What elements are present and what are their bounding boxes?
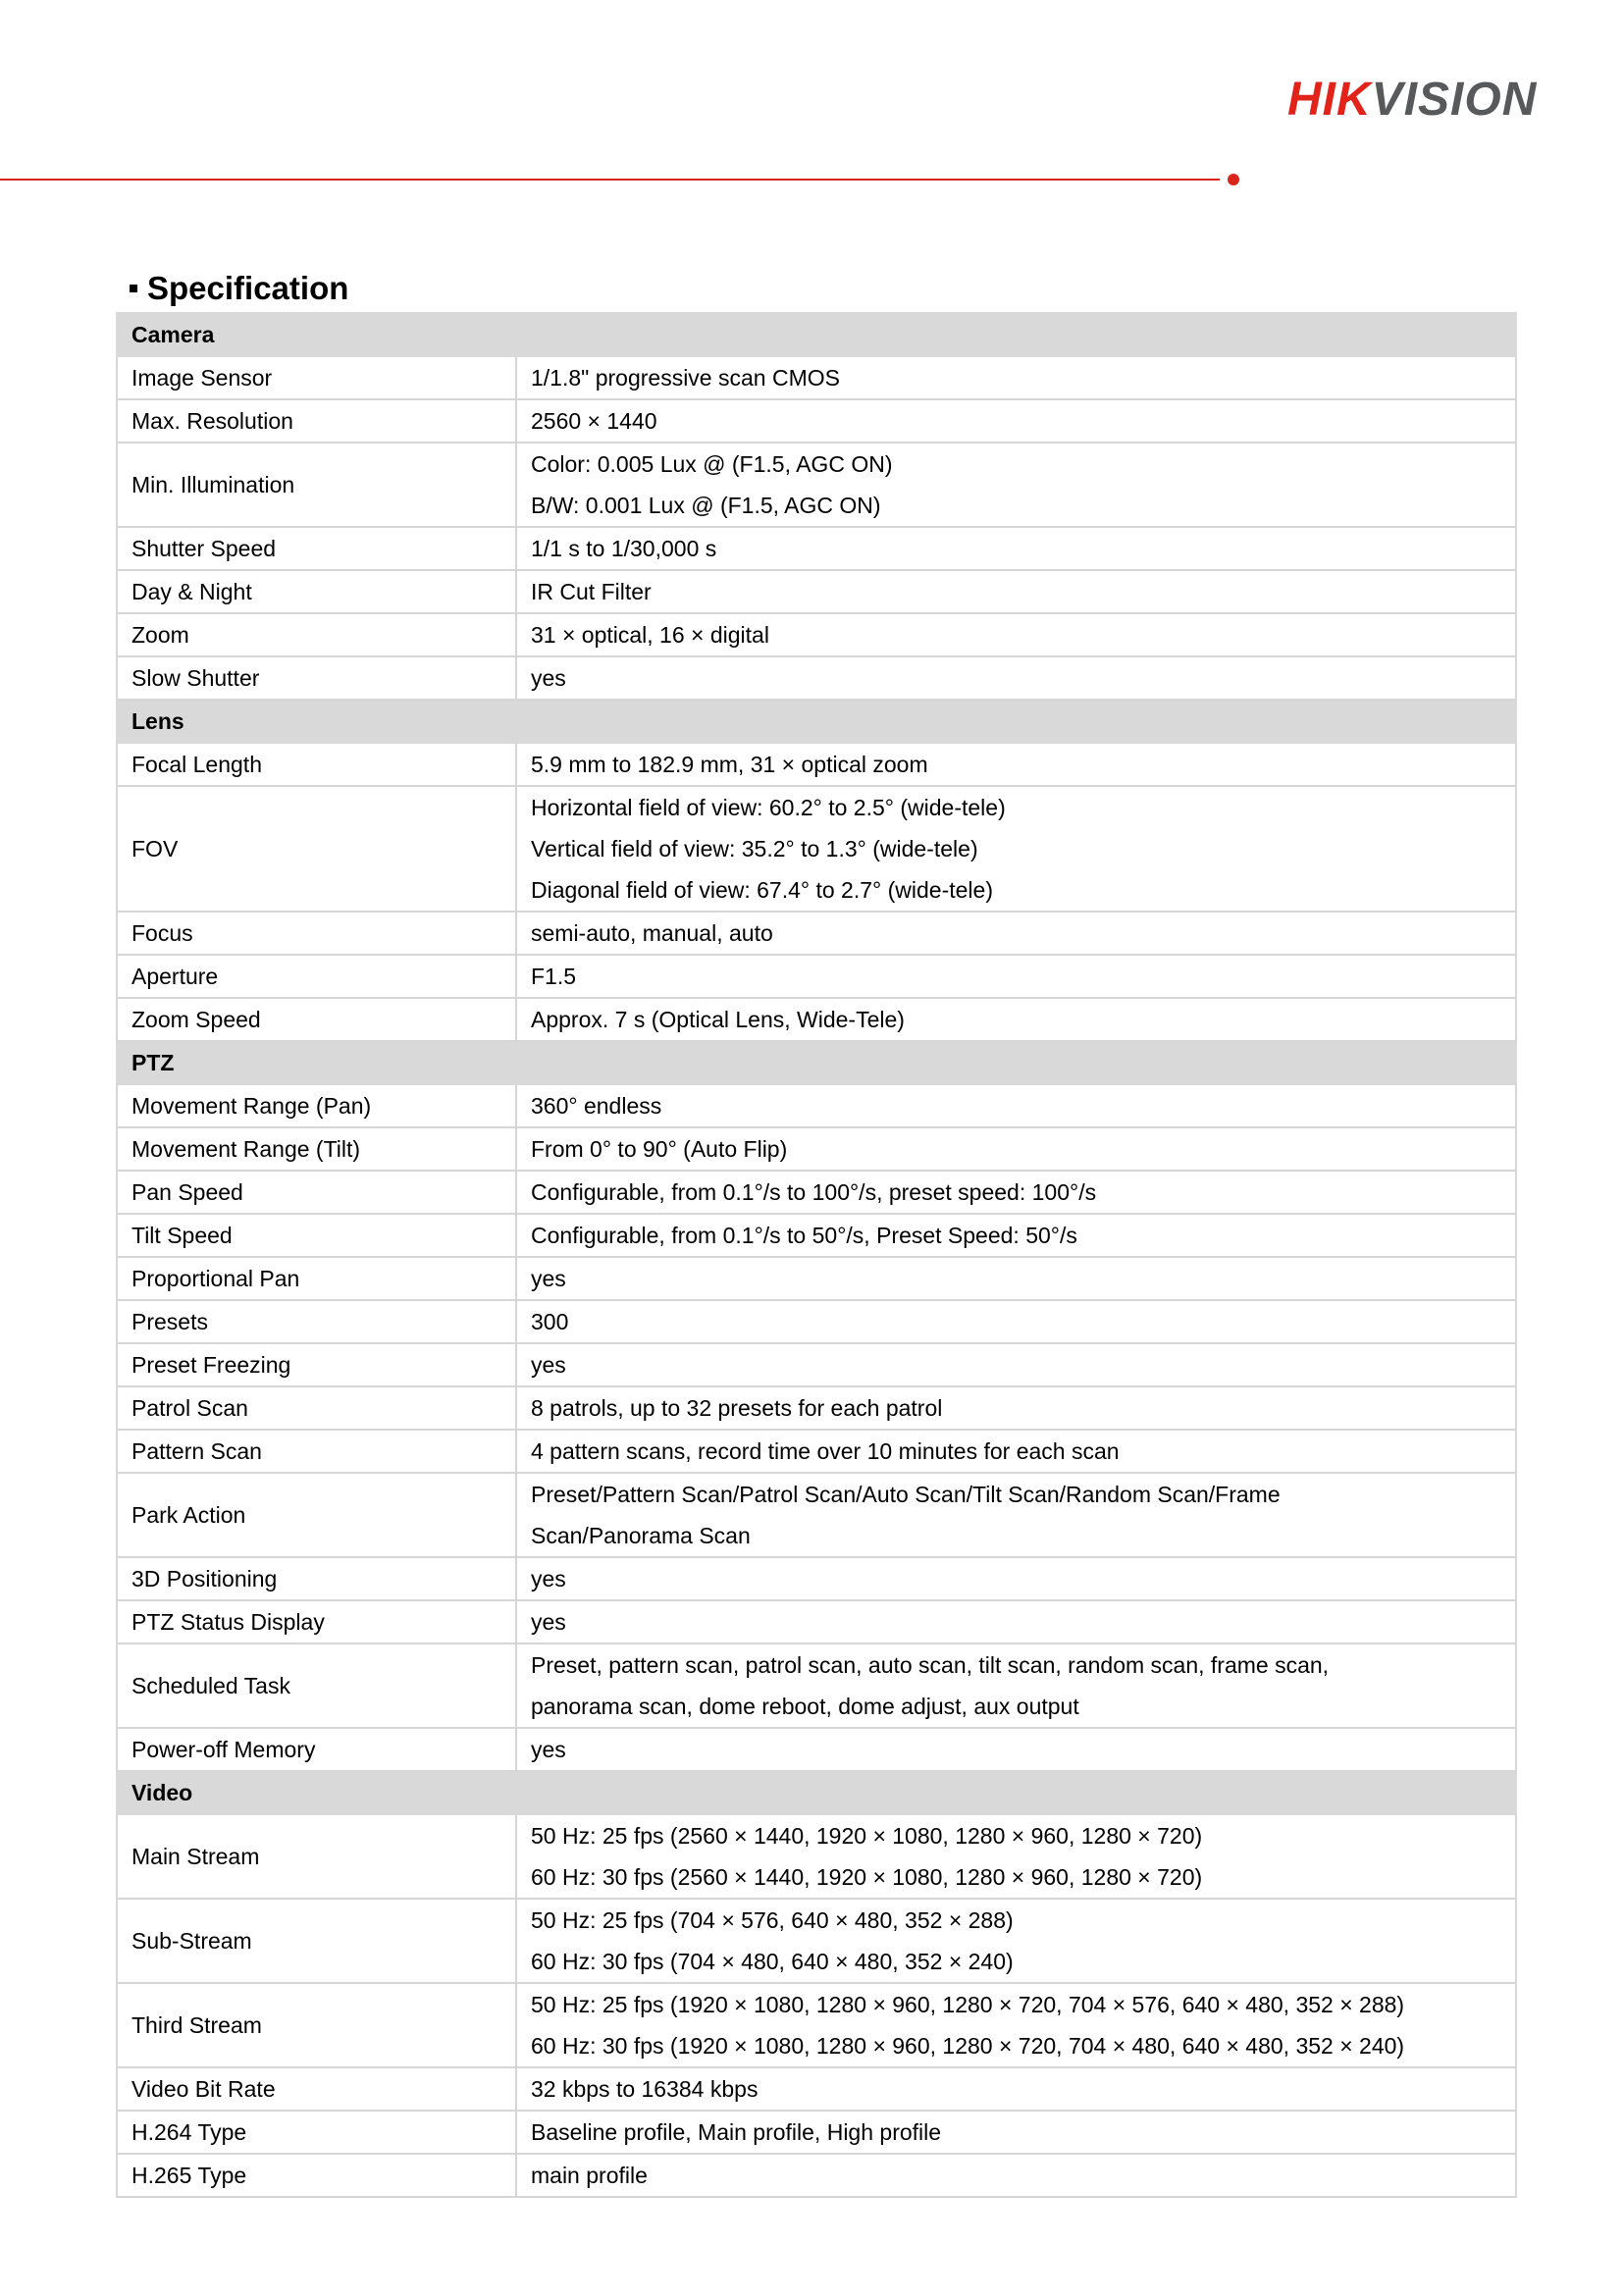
spec-row [117,1644,1516,1728]
spec-value-line: yes [531,1352,566,1378]
brand-logo [1287,74,1538,126]
spec-row [117,1814,1516,1899]
section-header-row [117,1771,1516,1814]
spec-value-line: yes [531,1609,566,1635]
spec-value-line: Preset/Pattern Scan/Patrol Scan/Auto Scan/Tilt Scan/Random Scan/Frame [531,1482,1281,1507]
spec-value-line: yes [531,1737,566,1762]
spec-row [117,2067,1516,2111]
spec-row [117,2154,1516,2197]
spec-value [516,2154,1516,2197]
spec-value-line: B/W: 0.001 Lux @ (F1.5, AGC ON) [531,493,881,518]
spec-label: Third Stream [117,1983,516,2067]
logo-vision-text: VISION [1371,74,1538,126]
spec-value-line: Diagonal field of view: 67.4° to 2.7° (wide-tele) [531,877,993,903]
spec-row [117,1171,1516,1214]
spec-value [516,1644,1516,1728]
spec-value [516,955,1516,998]
spec-value-line: 1/1 s to 1/30,000 s [531,536,717,561]
section-header-row [117,313,1516,356]
spec-value-line: 60 Hz: 30 fps (1920 × 1080, 1280 × 960, 1280 × 720, 704 × 480, 640 × 480, 352 × 240) [531,2033,1405,2059]
specification-table-body [117,313,1516,2197]
spec-label: Focus [117,912,516,955]
spec-label: Sub-Stream [117,1899,516,1983]
spec-label: Shutter Speed [117,527,516,570]
spec-value [516,1557,1516,1600]
spec-label: Preset Freezing [117,1343,516,1386]
section-title: Lens [117,700,1516,743]
spec-value-line: 50 Hz: 25 fps (1920 × 1080, 1280 × 960, 1280 × 720, 704 × 576, 640 × 480, 352 × 288) [531,1992,1405,2017]
spec-value [516,1983,1516,2067]
spec-row [117,1343,1516,1386]
spec-row [117,1728,1516,1771]
spec-value [516,399,1516,443]
spec-value [516,786,1516,912]
specification-table [116,312,1517,2198]
spec-row [117,1386,1516,1430]
spec-value [516,1600,1516,1644]
spec-value-line: Color: 0.005 Lux @ (F1.5, AGC ON) [531,451,893,477]
spec-value-line: 8 patrols, up to 32 presets for each patrol [531,1395,943,1421]
spec-value [516,1214,1516,1257]
spec-value [516,527,1516,570]
spec-value [516,1473,1516,1557]
spec-value-line: Baseline profile, Main profile, High profile [531,2119,942,2145]
spec-value-line: F1.5 [531,964,577,989]
spec-value-line: 300 [531,1309,569,1334]
section-header-row [117,1041,1516,1084]
spec-label: Zoom [117,613,516,656]
spec-row [117,786,1516,912]
spec-label: Pattern Scan [117,1430,516,1473]
spec-row [117,1430,1516,1473]
spec-row [117,1300,1516,1343]
spec-value-line: panorama scan, dome reboot, dome adjust, aux output [531,1694,1079,1719]
spec-label: Aperture [117,955,516,998]
spec-label: Day & Night [117,570,516,613]
spec-value-line: From 0° to 90° (Auto Flip) [531,1136,788,1162]
spec-row [117,570,1516,613]
spec-label: H.264 Type [117,2111,516,2154]
spec-value-line: IR Cut Filter [531,579,652,604]
spec-value-line: 50 Hz: 25 fps (2560 × 1440, 1920 × 1080, 1280 × 960, 1280 × 720) [531,1823,1203,1849]
spec-row [117,656,1516,700]
spec-value [516,912,1516,955]
spec-value-line: Approx. 7 s (Optical Lens, Wide-Tele) [531,1007,905,1032]
spec-row [117,527,1516,570]
spec-row [117,743,1516,786]
spec-value-line: Configurable, from 0.1°/s to 50°/s, Preset Speed: 50°/s [531,1223,1077,1248]
spec-label: Focal Length [117,743,516,786]
square-bullet-icon [130,285,137,292]
spec-label: Movement Range (Tilt) [117,1127,516,1171]
spec-value [516,570,1516,613]
spec-label: 3D Positioning [117,1557,516,1600]
spec-label: Video Bit Rate [117,2067,516,2111]
spec-label: Image Sensor [117,356,516,399]
spec-value-line: 1/1.8" progressive scan CMOS [531,365,840,391]
spec-row [117,1899,1516,1983]
spec-value [516,1899,1516,1983]
section-title: Video [117,1771,1516,1814]
spec-value-line: Configurable, from 0.1°/s to 100°/s, preset speed: 100°/s [531,1179,1097,1205]
spec-row [117,1127,1516,1171]
spec-value-line: yes [531,665,566,691]
spec-row [117,356,1516,399]
spec-value [516,1127,1516,1171]
spec-label: Pan Speed [117,1171,516,1214]
spec-row [117,998,1516,1041]
spec-label: Movement Range (Pan) [117,1084,516,1127]
spec-label: Park Action [117,1473,516,1557]
spec-label: Tilt Speed [117,1214,516,1257]
spec-value-line: Scan/Panorama Scan [531,1523,751,1548]
spec-row [117,1084,1516,1127]
spec-label: Scheduled Task [117,1644,516,1728]
spec-label: Slow Shutter [117,656,516,700]
spec-row [117,2111,1516,2154]
spec-value [516,1084,1516,1127]
spec-value [516,1728,1516,1771]
spec-value [516,1386,1516,1430]
spec-value [516,356,1516,399]
spec-row [117,1257,1516,1300]
spec-label: H.265 Type [117,2154,516,2197]
spec-row [117,912,1516,955]
section-heading [130,267,348,310]
spec-value [516,1257,1516,1300]
spec-label: FOV [117,786,516,912]
spec-label: PTZ Status Display [117,1600,516,1644]
spec-label: Min. Illumination [117,443,516,527]
spec-row [117,955,1516,998]
spec-value-line: 60 Hz: 30 fps (704 × 480, 640 × 480, 352 × 240) [531,1949,1014,1974]
spec-label: Max. Resolution [117,399,516,443]
spec-value-line: Horizontal field of view: 60.2° to 2.5° (wide-tele) [531,795,1006,820]
spec-row [117,1473,1516,1557]
spec-value [516,1171,1516,1214]
spec-label: Zoom Speed [117,998,516,1041]
spec-value-line: main profile [531,2163,648,2188]
spec-value-line: 50 Hz: 25 fps (704 × 576, 640 × 480, 352 × 288) [531,1907,1014,1933]
spec-value [516,1430,1516,1473]
spec-value-line: 31 × optical, 16 × digital [531,622,769,648]
spec-value [516,998,1516,1041]
spec-row [117,613,1516,656]
spec-value [516,613,1516,656]
spec-label: Main Stream [117,1814,516,1899]
spec-value-line: 360° endless [531,1093,662,1119]
spec-row [117,1983,1516,2067]
spec-label: Presets [117,1300,516,1343]
section-header-row [117,700,1516,743]
spec-value-line: 32 kbps to 16384 kbps [531,2076,759,2102]
spec-value-line: semi-auto, manual, auto [531,920,773,946]
spec-value [516,743,1516,786]
header-rule-line [0,179,1220,181]
spec-value-line: 5.9 mm to 182.9 mm, 31 × optical zoom [531,752,928,777]
spec-value [516,1300,1516,1343]
spec-value [516,2067,1516,2111]
spec-row [117,399,1516,443]
spec-label: Power-off Memory [117,1728,516,1771]
spec-value-line: yes [531,1566,566,1592]
spec-value-line: 2560 × 1440 [531,408,657,434]
spec-value [516,2111,1516,2154]
spec-value-line: Preset, pattern scan, patrol scan, auto scan, tilt scan, random scan, frame scan, [531,1652,1330,1678]
spec-row [117,1557,1516,1600]
spec-row [117,1214,1516,1257]
spec-label: Proportional Pan [117,1257,516,1300]
spec-value [516,656,1516,700]
logo-hik-text: HIK [1287,74,1372,126]
spec-label: Patrol Scan [117,1386,516,1430]
section-title: PTZ [117,1041,1516,1084]
spec-row [117,1600,1516,1644]
header-rule-dot [1228,174,1239,185]
spec-row [117,443,1516,527]
spec-value-line: yes [531,1266,566,1291]
spec-value [516,1343,1516,1386]
spec-value-line: 4 pattern scans, record time over 10 minutes for each scan [531,1438,1120,1464]
spec-value-line: Vertical field of view: 35.2° to 1.3° (wide-tele) [531,836,978,861]
spec-value [516,443,1516,527]
section-title: Camera [117,313,1516,356]
page-title: Specification [147,270,349,306]
spec-value-line: 60 Hz: 30 fps (2560 × 1440, 1920 × 1080, 1280 × 960, 1280 × 720) [531,1864,1203,1890]
spec-value [516,1814,1516,1899]
